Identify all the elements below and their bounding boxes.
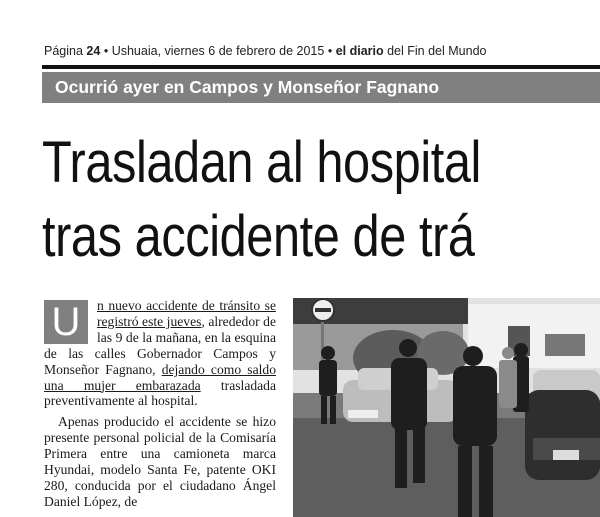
underlined-phrase: n nuevo accidente de tránsito se registró este jueves <box>97 298 276 329</box>
kicker-text: Ocurrió ayer en Campos y Monseñor Fagnano <box>55 77 440 97</box>
paper-name-rest: del Fin del Mundo <box>387 44 487 58</box>
page-number: 24 <box>86 44 101 58</box>
separator-bullet: • <box>103 44 109 58</box>
page-header <box>44 44 600 58</box>
text-span: trasladada preventivamente al hospital. <box>44 377 277 409</box>
header-rule <box>42 65 600 69</box>
news-photo <box>293 298 600 517</box>
drop-cap: U <box>44 300 88 344</box>
place-date: Ushuaia, viernes 6 de febrero de 2015 <box>111 44 325 58</box>
text-span: , alrededor de las 9 de la mañana, en la esquina de las calles Gobernador Campos y Monseñor Fagnano, <box>44 313 276 377</box>
page-label: Página <box>44 44 83 58</box>
separator-bullet: • <box>327 44 333 58</box>
paper-name-bold: el diario <box>335 44 384 58</box>
photo-illustration <box>293 298 600 517</box>
headline-line-1: Trasladan al hospital <box>42 130 481 195</box>
article-body <box>44 298 276 510</box>
headline-line-2: tras accidente de trá <box>42 204 475 269</box>
underlined-phrase: dejando como saldo una mujer embarazada <box>44 361 276 393</box>
paragraph-2: Apenas producido el accidente se hizo presente personal policial de la Comisaría Primera entre una camioneta marca Hyundai, modelo Santa Fe, patente OKI 280, conducida por el ciudadano Ángel Daniel López, de <box>44 414 276 509</box>
